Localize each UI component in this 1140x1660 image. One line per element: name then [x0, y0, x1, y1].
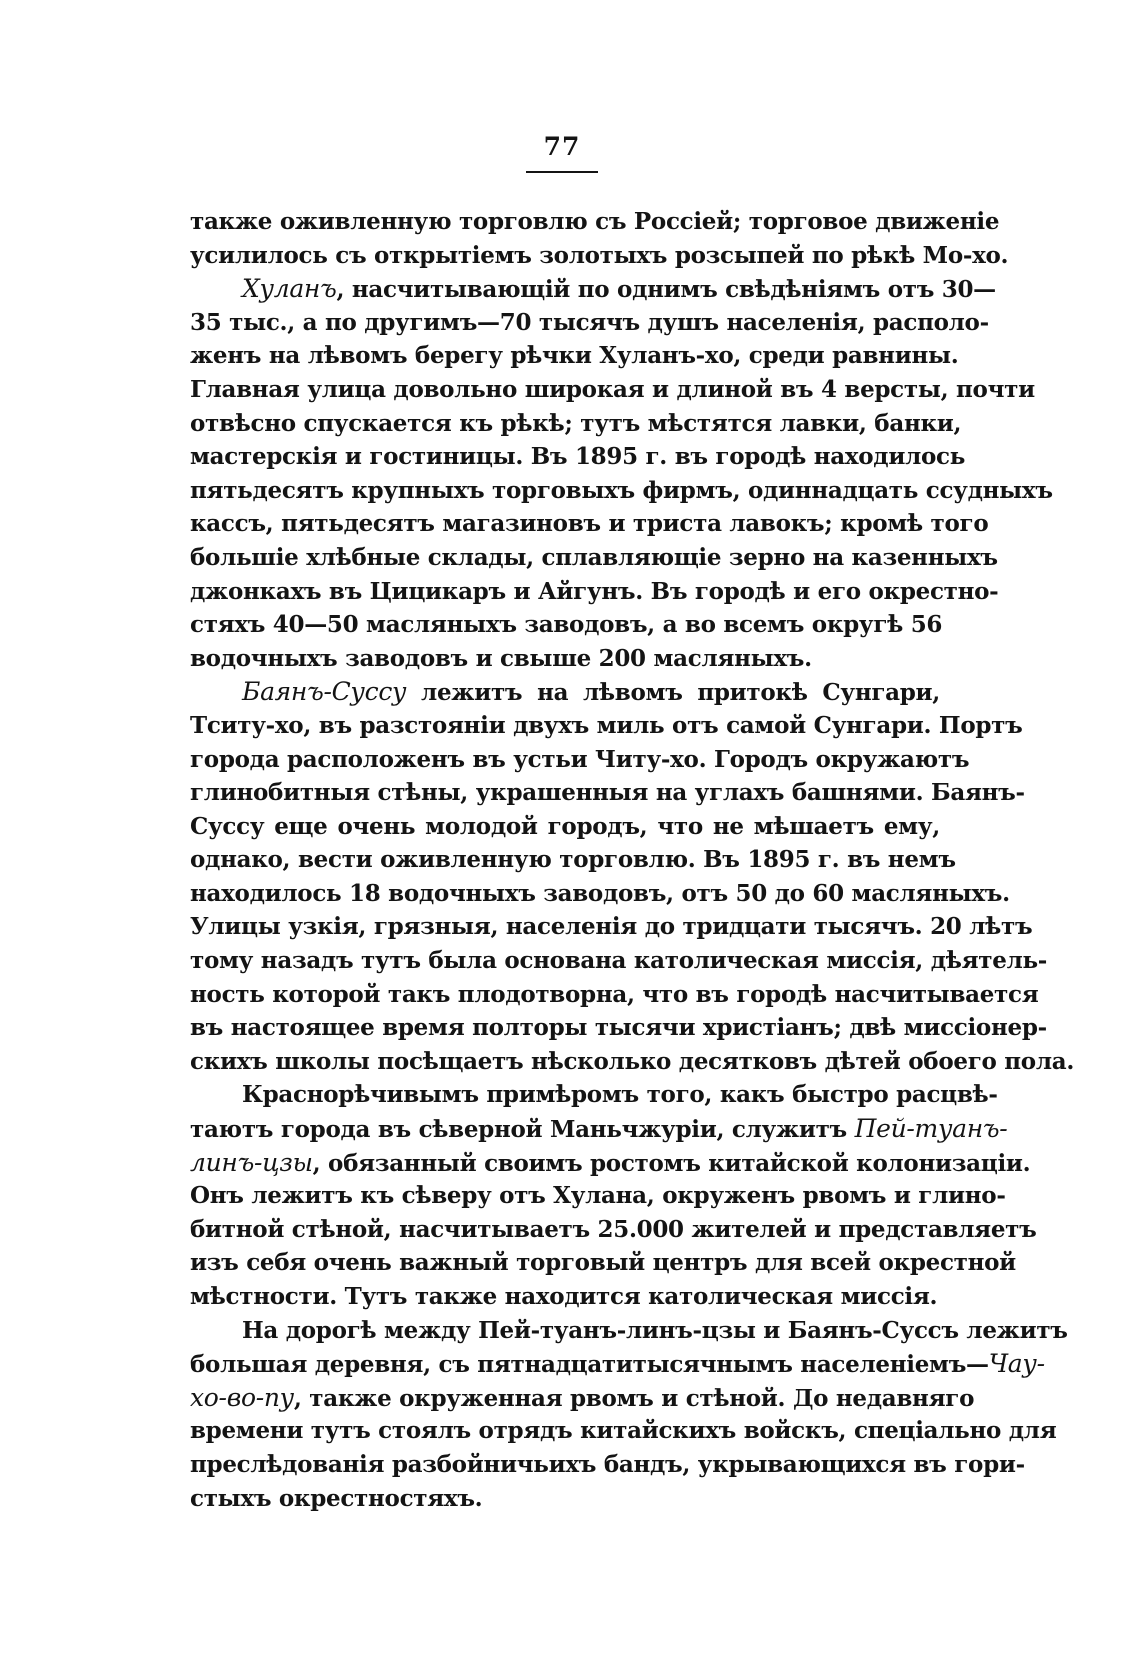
text-line [190, 944, 1048, 978]
text-segment: водочныхъ заводовъ и свыше 200 масляныхъ. [190, 644, 812, 672]
text-segment: , также окруженная рвомъ и стѣной. До недавняго [293, 1384, 975, 1412]
text-line [190, 1213, 1037, 1247]
text-line [190, 1179, 1006, 1213]
text-segment: Онъ лежитъ къ сѣверу отъ Хулана, окруженъ рвомъ и глино- [190, 1182, 1006, 1210]
text-segment: однако, вести оживленную торговлю. Въ 1895 г. въ немъ [190, 846, 956, 874]
text-segment: Главная улица довольно широкая и длиной въ 4 версты, почти [190, 375, 1035, 403]
text-segment: мѣстности. Тутъ также находится католическая миссія. [190, 1283, 938, 1310]
text-segment: глинобитныя стѣны, украшенныя на углахъ башнями. Баянъ- [190, 779, 1025, 807]
text-segment: преслѣдованія разбойничьихъ бандъ, укрывающихся въ гори- [190, 1450, 1025, 1478]
text-line [190, 1314, 1068, 1348]
page-number: 77 [543, 132, 581, 161]
text-segment: стыхъ окрестностяхъ. [190, 1484, 483, 1512]
text-line [190, 1482, 940, 1516]
text-line [190, 675, 940, 709]
text-line [190, 978, 1039, 1012]
text-segment: также оживленную торговлю съ Россіей; торговое движеніе [190, 208, 1000, 235]
text-segment: большіе хлѣбные склады, сплавляющіе зерно на казенныхъ [190, 543, 998, 571]
text-line [190, 339, 959, 373]
text-segment: находилось 18 водочныхъ заводовъ, отъ 50 до 60 масляныхъ. [190, 879, 1010, 907]
italic-place-name: хо-во-пу [190, 1382, 294, 1412]
text-segment: женъ на лѣвомъ берегу рѣчки Хуланъ-хо, среди равнины. [190, 342, 959, 370]
text-line [190, 776, 1025, 810]
text-line [190, 205, 1000, 239]
text-line [190, 1246, 1016, 1280]
text-line [190, 272, 996, 306]
italic-place-name: Хуланъ [242, 274, 337, 304]
text-segment: большая деревня, съ пятнадцатитысячнымъ населеніемъ— [190, 1351, 989, 1379]
text-segment: кассъ, пятьдесятъ магазиновъ и триста лавокъ; кромѣ того [190, 510, 989, 538]
italic-place-name: Чау- [988, 1349, 1045, 1379]
text-line [190, 1045, 1075, 1079]
text-line [190, 1011, 1047, 1045]
text-line [190, 608, 943, 642]
text-segment: Улицы узкія, грязныя, населенія до тридцати тысячъ. 20 лѣтъ [190, 913, 1033, 941]
text-line [190, 1112, 1008, 1146]
text-segment: , насчитывающій по однимъ свѣдѣніямъ отъ 30— [336, 276, 996, 304]
text-line [190, 709, 1023, 743]
text-line [190, 373, 1035, 407]
text-line [190, 810, 940, 844]
body-text [190, 205, 1075, 1515]
text-line [190, 474, 1053, 508]
text-segment: времени тутъ стоялъ отрядъ китайскихъ войскъ, спеціально для [190, 1417, 1057, 1445]
text-segment: таютъ города въ сѣверной Маньчжуріи, служитъ [190, 1116, 855, 1144]
text-line [190, 910, 1033, 944]
italic-place-name: Баянъ-Суссу [242, 677, 407, 707]
text-line [190, 1280, 940, 1314]
text-segment: мастерскія и гостиницы. Въ 1895 г. въ городѣ находилось [190, 443, 966, 471]
text-segment: Тситу-хо, въ разстояніи двухъ миль отъ самой Сунгари. Портъ [190, 711, 1023, 739]
text-line [190, 1448, 1025, 1482]
text-segment: стяхъ 40—50 масляныхъ заводовъ, а во всемъ округѣ 56 [190, 611, 943, 639]
text-segment: скихъ школы посѣщаетъ нѣсколько десятковъ дѣтей обоего пола. [190, 1047, 1075, 1075]
text-segment: отвѣсно спускается къ рѣкѣ; тутъ мѣстятся лавки, банки, [190, 409, 962, 437]
text-line [190, 440, 966, 474]
text-line [190, 1414, 1057, 1448]
page-number-rule [526, 171, 598, 173]
text-segment: усилилось съ открытіемъ золотыхъ розсыпей по рѣкѣ Мо-хо. [190, 241, 1009, 269]
italic-place-name: Пей-туанъ- [854, 1114, 1008, 1144]
text-line [190, 642, 940, 676]
text-line [190, 1381, 975, 1415]
text-line [190, 843, 956, 877]
text-segment: города расположенъ въ устьи Читу-хо. Городъ окружаютъ [190, 745, 970, 773]
text-segment: битной стѣной, насчитываетъ 25.000 жителей и представляетъ [190, 1215, 1037, 1243]
text-segment: Краснорѣчивымъ примѣромъ того, какъ быстро расцвѣ- [242, 1081, 998, 1109]
text-segment: въ настоящее время полторы тысячи христіанъ; двѣ миссіонер- [190, 1014, 1047, 1042]
text-line [190, 1146, 1031, 1180]
text-segment: , обязанный своимъ ростомъ китайской колонизаціи. [312, 1149, 1031, 1177]
text-line [190, 575, 999, 609]
text-line [190, 541, 998, 575]
text-segment: ность которой такъ плодотворна, что въ городѣ насчитывается [190, 980, 1039, 1008]
text-segment: тому назадъ тутъ была основана католическая миссія, дѣятель- [190, 947, 1048, 975]
text-segment: На дорогѣ между Пей-туанъ-линъ-цзы и Баянъ-Суссъ лежитъ [242, 1316, 1068, 1344]
text-line [190, 743, 970, 777]
text-segment: 35 тыс., а по другимъ—70 тысячъ душъ населенія, располо- [190, 308, 989, 336]
text-segment: пятьдесятъ крупныхъ торговыхъ фирмъ, одиннадцать ссудныхъ [190, 476, 1053, 504]
text-segment: Суссу еще очень молодой городъ, что не мѣшаетъ ему, [190, 812, 940, 840]
italic-place-name: линъ-цзы [190, 1147, 313, 1177]
text-line [190, 407, 962, 441]
text-line [190, 507, 989, 541]
text-segment: лежитъ на лѣвомъ притокѣ Сунгари, [406, 679, 940, 707]
text-segment: джонкахъ въ Цицикаръ и Айгунъ. Въ городѣ и его окрестно- [190, 577, 999, 605]
text-line [190, 1347, 1045, 1381]
text-line [190, 1078, 998, 1112]
text-line [190, 239, 1009, 273]
text-line [190, 877, 1010, 911]
text-segment: изъ себя очень важный торговый центръ для всей окрестной [190, 1249, 1016, 1277]
text-line [190, 306, 989, 340]
